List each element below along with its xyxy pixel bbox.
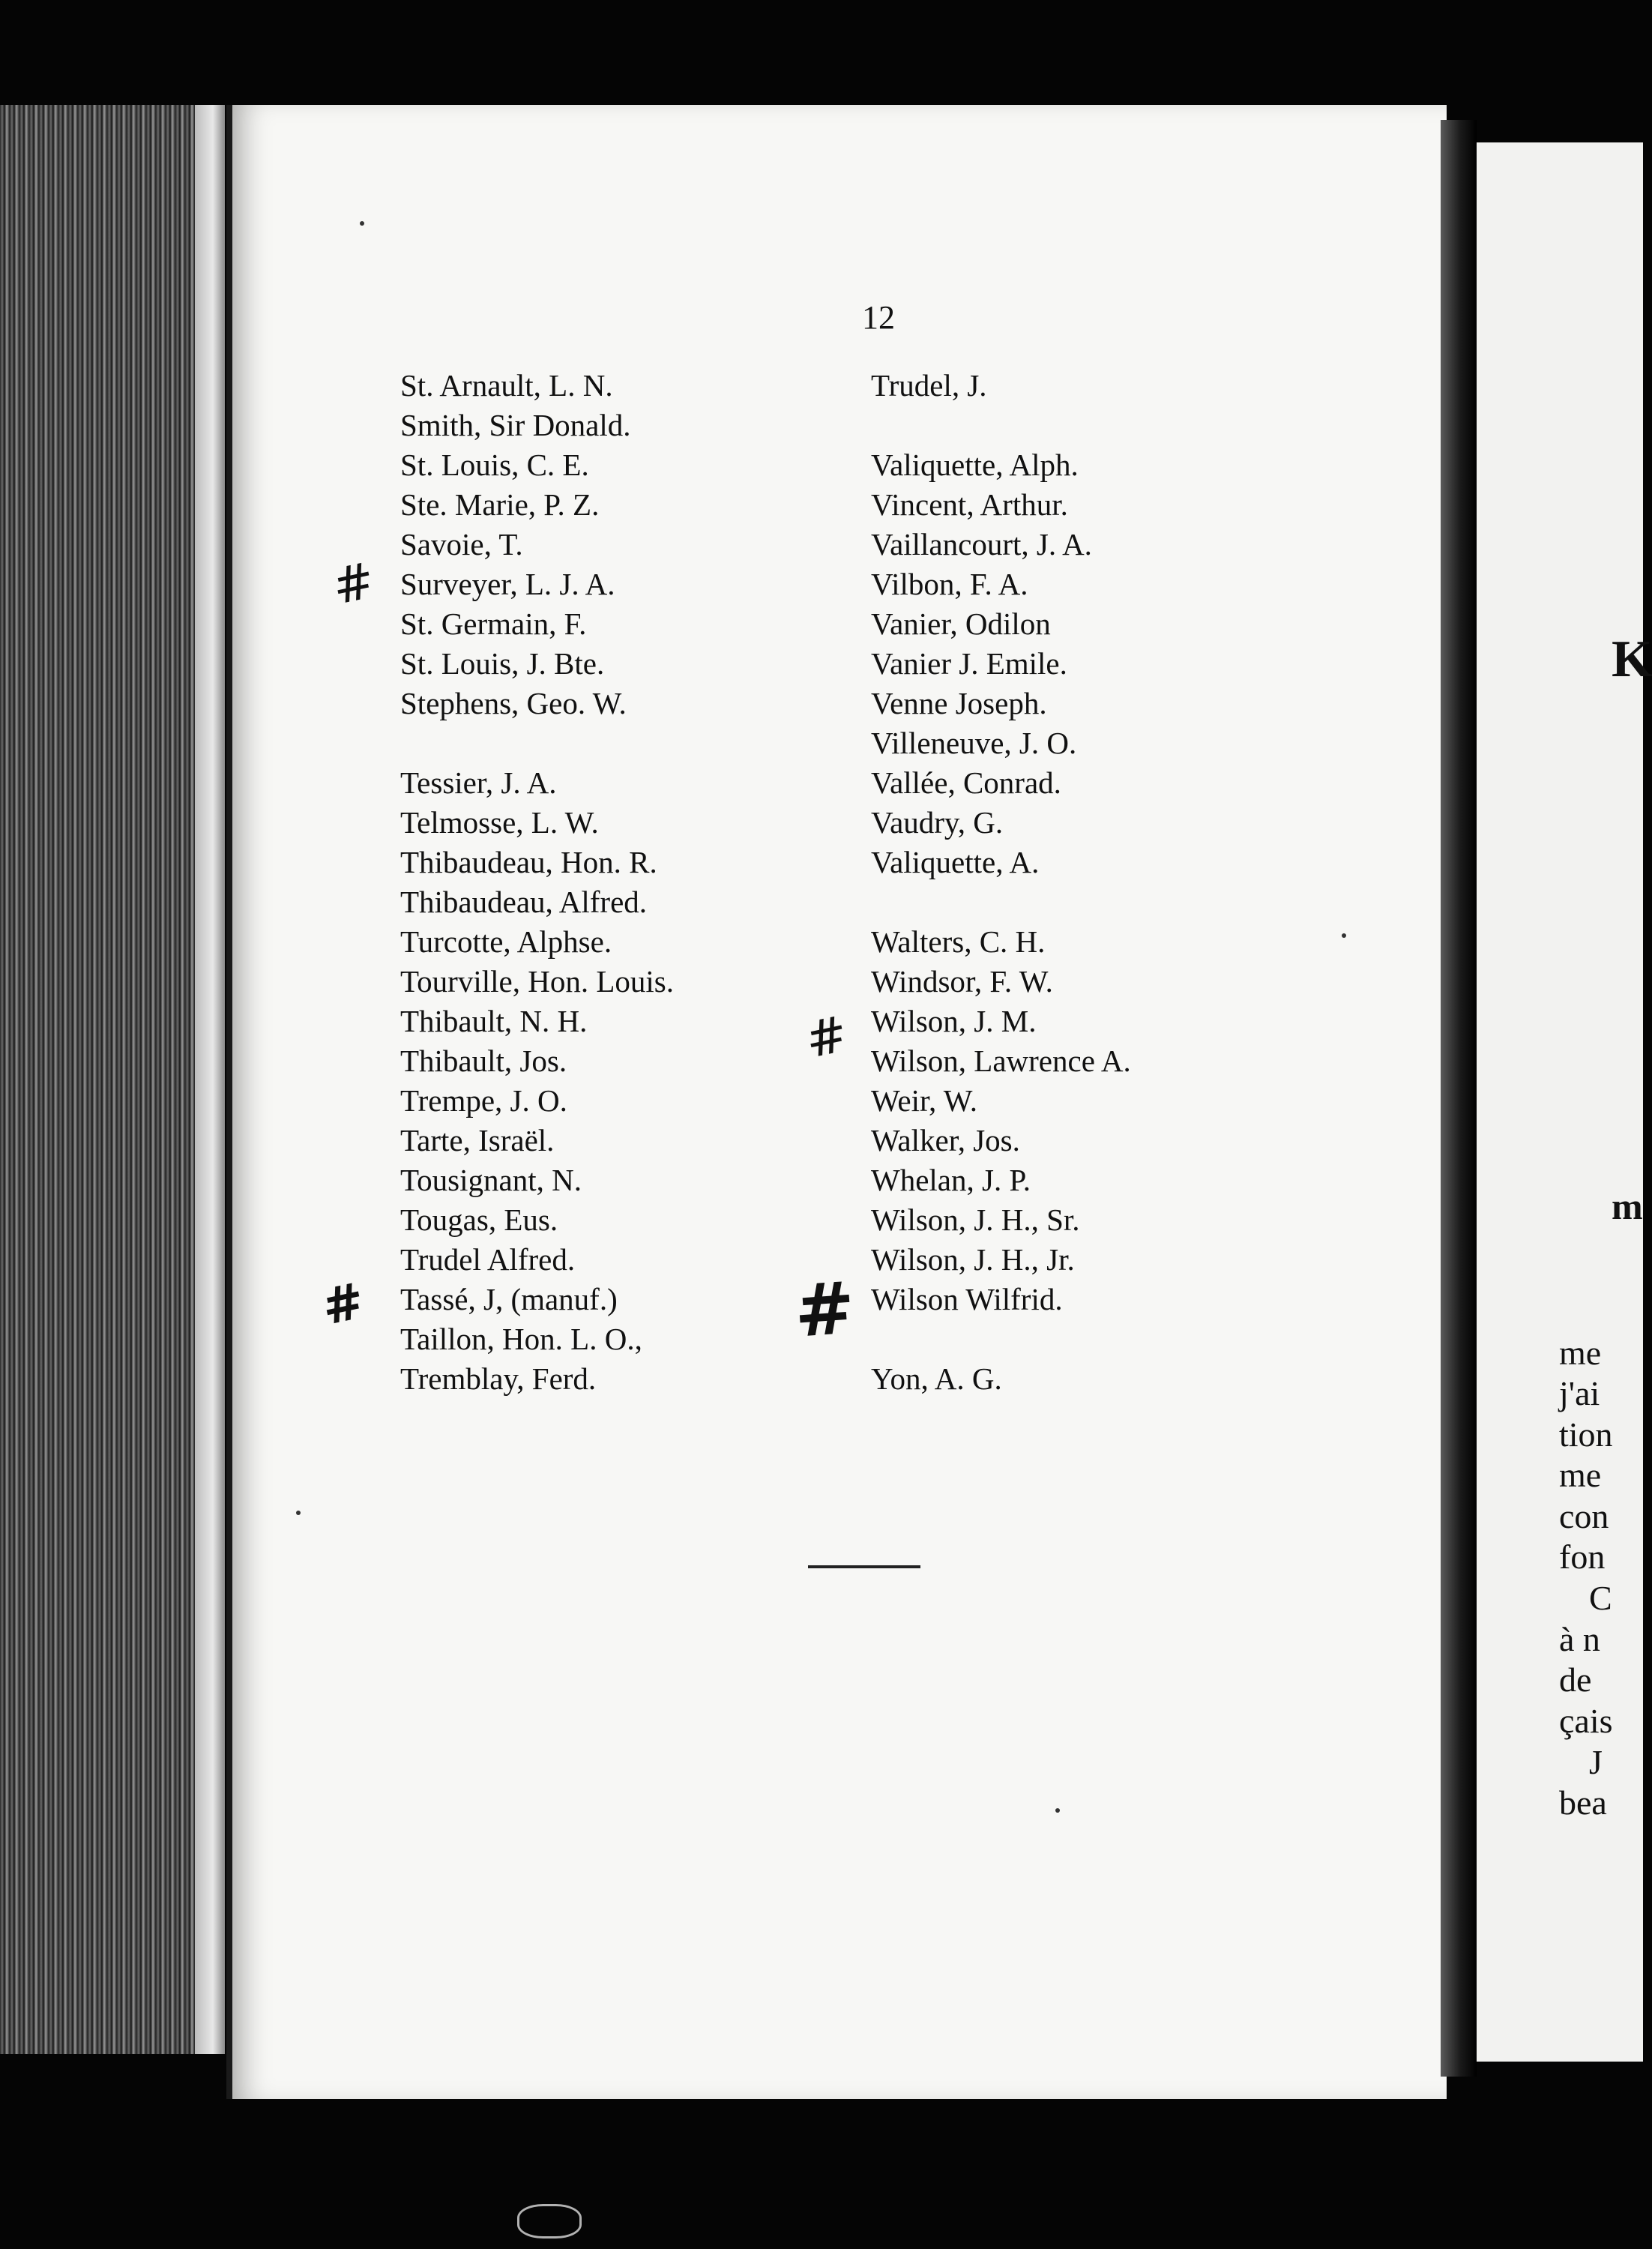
facing-page-line: bea <box>1559 1783 1607 1822</box>
list-gap <box>871 882 1131 922</box>
handwritten-mark: # <box>800 1005 853 1070</box>
facing-page-line: me <box>1559 1456 1602 1494</box>
page-edge-stack <box>0 105 225 2054</box>
list-gap <box>871 1319 1131 1359</box>
list-item: St. Arnault, L. N. <box>400 368 613 403</box>
facing-page-line: me <box>1559 1334 1602 1372</box>
facing-page <box>1477 142 1652 2062</box>
library-stamp-mark <box>517 2204 582 2239</box>
list-item: Vilbon, F. A. <box>871 567 1028 601</box>
list-item: Windsor, F. W. <box>871 964 1053 999</box>
speck <box>1055 1808 1060 1813</box>
list-item: Venne Joseph. <box>871 686 1047 720</box>
list-item: Thibault, Jos. <box>400 1044 567 1078</box>
list-item: St. Louis, C. E. <box>400 448 589 482</box>
facing-page-line: à n <box>1559 1620 1600 1658</box>
name-list-right <box>871 366 1131 1399</box>
name-list-left <box>400 366 674 1399</box>
list-item: Vaillancourt, J. A. <box>871 527 1092 562</box>
speck <box>1342 933 1346 938</box>
list-item: Whelan, J. P. <box>871 1163 1031 1197</box>
list-item: Tremblay, Ferd. <box>400 1361 597 1396</box>
list-item: Villeneuve, J. O. <box>871 726 1077 760</box>
list-item: Wilson, J. M. <box>871 1004 1037 1038</box>
handwritten-mark: # <box>327 551 380 616</box>
list-item: Wilson, J. H., Jr. <box>871 1242 1075 1277</box>
list-item: Tassé, J, (manuf.) <box>400 1282 618 1316</box>
facing-page-line: çais <box>1559 1702 1613 1740</box>
facing-page-heading-fragment: m <box>1612 1185 1643 1227</box>
list-item: Thibaudeau, Hon. R. <box>400 845 657 879</box>
list-item: Trudel, J. <box>871 368 987 403</box>
list-item: Stephens, Geo. W. <box>400 686 627 720</box>
list-item: Valiquette, A. <box>871 845 1040 879</box>
list-item: Vallée, Conrad. <box>871 765 1061 800</box>
list-item: Wilson, Lawrence A. <box>871 1044 1131 1078</box>
speck <box>360 221 364 226</box>
list-item: Smith, Sir Donald. <box>400 408 631 442</box>
list-item: Valiquette, Alph. <box>871 448 1079 482</box>
list-item: Trudel Alfred. <box>400 1242 576 1277</box>
list-item: Thibault, N. H. <box>400 1004 588 1038</box>
list-gap <box>871 406 1131 445</box>
list-item: Tougas, Eus. <box>400 1202 558 1237</box>
facing-page-initial-letter: K <box>1612 630 1652 688</box>
list-item: Wilson, J. H., Sr. <box>871 1202 1080 1237</box>
list-item: Walker, Jos. <box>871 1123 1020 1157</box>
facing-page-line: de <box>1559 1661 1592 1699</box>
list-item: Walters, C. H. <box>871 924 1046 959</box>
facing-page-line: C <box>1589 1579 1612 1617</box>
speck <box>296 1511 301 1515</box>
facing-page-line: j'ai <box>1559 1374 1600 1412</box>
list-item: Tousignant, N. <box>400 1163 582 1197</box>
list-item: Vincent, Arthur. <box>871 487 1068 522</box>
list-item: Ste. Marie, P. Z. <box>400 487 600 522</box>
list-item: Weir, W. <box>871 1083 977 1118</box>
facing-page-line: tion <box>1559 1415 1613 1454</box>
list-gap <box>400 723 674 763</box>
list-item: Vanier J. Emile. <box>871 646 1067 681</box>
facing-page-line: con <box>1559 1497 1609 1535</box>
list-item: Surveyer, L. J. A. <box>400 567 615 601</box>
list-item: Telmosse, L. W. <box>400 805 599 840</box>
facing-page-line: J <box>1589 1743 1603 1781</box>
facing-page-line: fon <box>1559 1538 1606 1576</box>
list-item: Taillon, Hon. L. O., <box>400 1322 642 1356</box>
list-item: Yon, A. G. <box>871 1361 1002 1396</box>
list-item: Tessier, J. A. <box>400 765 557 800</box>
handwritten-mark: # <box>316 1271 370 1337</box>
list-item: Tourville, Hon. Louis. <box>400 964 674 999</box>
handwritten-mark: # <box>792 1265 858 1354</box>
list-item: Vanier, Odilon <box>871 606 1051 641</box>
list-item: St. Louis, J. Bte. <box>400 646 605 681</box>
list-item: Thibaudeau, Alfred. <box>400 885 648 919</box>
list-item: Vaudry, G. <box>871 805 1004 840</box>
list-item: Trempe, J. O. <box>400 1083 567 1118</box>
list-item: St. Germain, F. <box>400 606 587 641</box>
page-number: 12 <box>862 299 895 336</box>
list-item: Turcotte, Alphse. <box>400 924 612 959</box>
list-item: Savoie, T. <box>400 527 523 562</box>
list-item: Tarte, Israël. <box>400 1123 555 1157</box>
book-gutter <box>1441 120 1477 2077</box>
list-item: Wilson Wilfrid. <box>871 1282 1063 1316</box>
end-rule-divider <box>808 1565 920 1568</box>
